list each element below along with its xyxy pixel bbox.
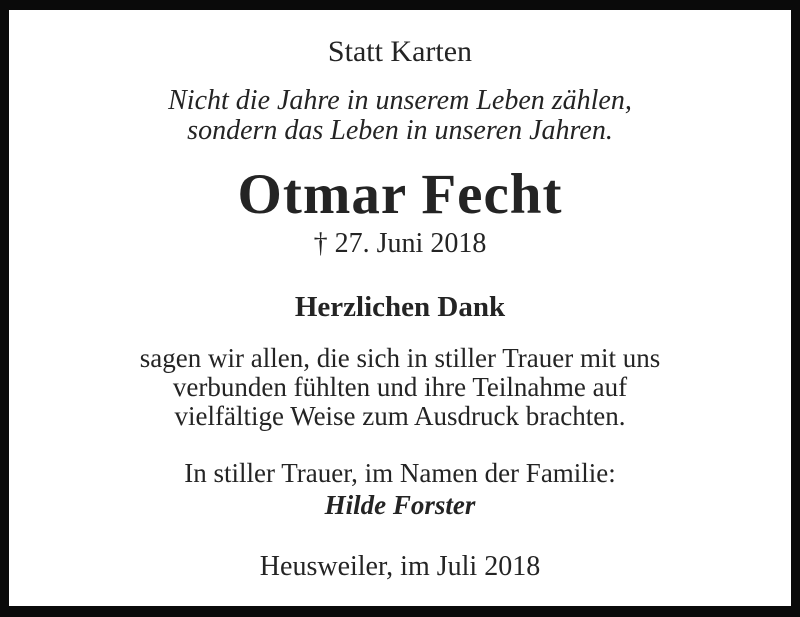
thanks-text [9,344,791,431]
family-name: Hilde Forster [324,490,476,520]
thanks-line-2: verbunden fühlten und ihre Teilnahme auf [172,372,628,402]
thanks-heading: Herzlichen Dank [294,291,506,323]
statt-karten-note: Statt Karten [327,35,473,68]
epigraph-line-1: Nicht die Jahre in unserem Leben zählen, [168,85,632,116]
mourning-line: In stiller Trauer, im Namen der Familie: [184,458,616,488]
thanks-line-3: vielfältige Weise zum Ausdruck brachten. [174,401,626,431]
place-date-line: Heusweiler, im Juli 2018 [259,551,541,582]
death-date: † 27. Juni 2018 [313,228,487,259]
epigraph-line-2: sondern das Leben in unseren Jahren. [187,115,613,146]
deceased-name: Otmar Fecht [237,163,563,226]
epigraph [9,86,791,146]
thanks-line-1: sagen wir allen, die sich in stiller Trauer mit uns [139,343,661,373]
